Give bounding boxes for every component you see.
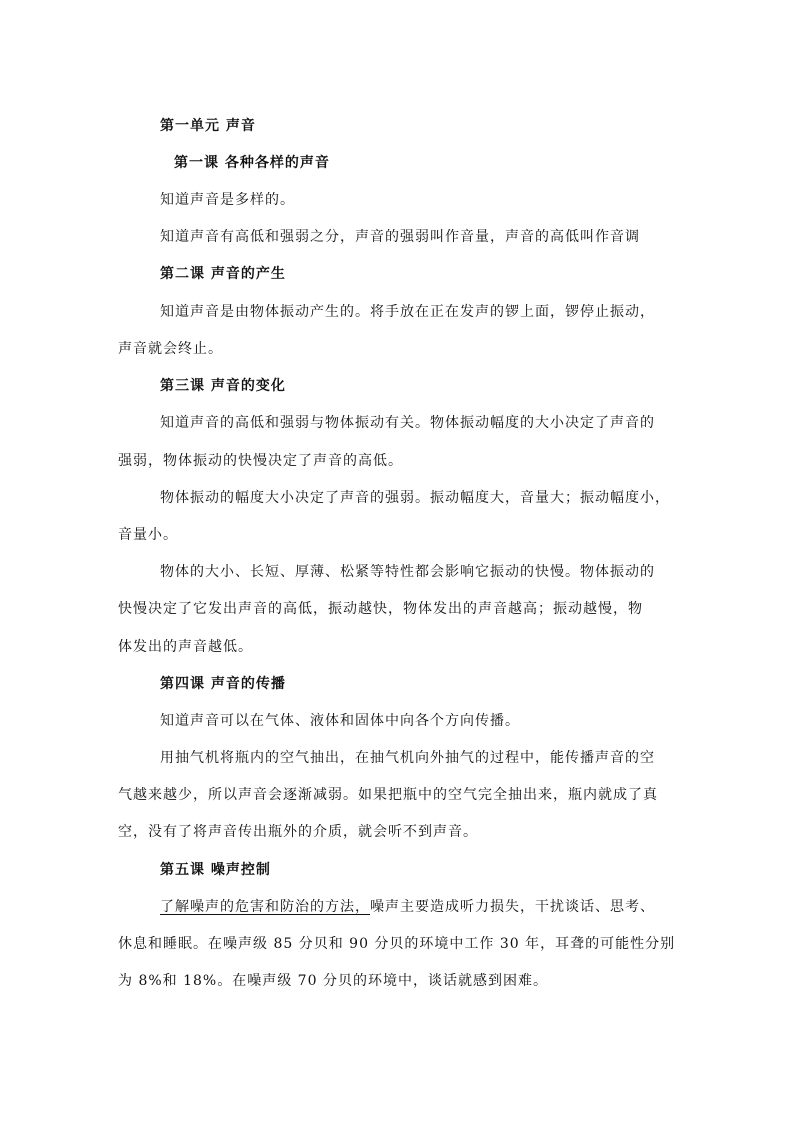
lesson-2-paragraph-1-line-1: 知道声音是由物体振动产生的。将手放在正在发声的锣上面，锣停止振动， bbox=[160, 304, 655, 320]
lesson-3-paragraph-3-line-1: 物体的大小、长短、厚薄、松紧等特性都会影响它振动的快慢。物体振动的 bbox=[160, 564, 655, 580]
lesson-1-paragraph-1: 知道声音是多样的。 bbox=[160, 192, 295, 208]
lesson-1-title: 第一课 各种各样的声音 bbox=[174, 155, 330, 171]
lesson-5-title: 第五课 噪声控制 bbox=[160, 862, 271, 878]
lesson-2-paragraph-1-line-2: 声音就会终止。 bbox=[118, 341, 223, 357]
lesson-5-paragraph-1-line-1-rest: 噪声主要造成听力损失，干扰谈话、思考、 bbox=[370, 899, 655, 915]
lesson-3-paragraph-2-line-1: 物体振动的幅度大小决定了声音的强弱。振动幅度大，音量大；振动幅度小， bbox=[160, 490, 670, 506]
lesson-3-paragraph-1-line-2: 强弱，物体振动的快慢决定了声音的高低。 bbox=[118, 453, 403, 469]
unit-title: 第一单元 声音 bbox=[160, 118, 256, 134]
lesson-3-paragraph-3-line-3: 体发出的声音越低。 bbox=[118, 639, 253, 655]
lesson-4-paragraph-1: 知道声音可以在气体、液体和固体中向各个方向传播。 bbox=[160, 713, 520, 729]
lesson-5-paragraph-1-line-3: 为 8%和 18%。在噪声级 70 分贝的环境中，谈话就感到困难。 bbox=[118, 973, 548, 989]
lesson-5-paragraph-1-line-1 bbox=[160, 897, 655, 917]
lesson-5-paragraph-1-line-2: 休息和睡眠。在噪声级 85 分贝和 90 分贝的环境中工作 30 年，耳聋的可能性分别 bbox=[118, 936, 676, 952]
lesson-2-title: 第二课 声音的产生 bbox=[160, 266, 286, 282]
underlined-lead-text: 了解噪声的危害和防治的方法， bbox=[160, 899, 370, 915]
lesson-3-title: 第三课 声音的变化 bbox=[160, 378, 286, 394]
lesson-4-paragraph-2-line-1: 用抽气机将瓶内的空气抽出，在抽气机向外抽气的过程中，能传播声音的空 bbox=[160, 750, 655, 766]
lesson-1-paragraph-2: 知道声音有高低和强弱之分，声音的强弱叫作音量，声音的高低叫作音调 bbox=[160, 229, 640, 245]
lesson-3-paragraph-3-line-2: 快慢决定了它发出声音的高低，振动越快，物体发出的声音越高；振动越慢，物 bbox=[118, 601, 643, 617]
lesson-4-title: 第四课 声音的传播 bbox=[160, 676, 286, 692]
lesson-3-paragraph-1-line-1: 知道声音的高低和强弱与物体振动有关。物体振动幅度的大小决定了声音的 bbox=[160, 415, 655, 431]
lesson-4-paragraph-2-line-2: 气越来越少，所以声音会逐渐减弱。如果把瓶中的空气完全抽出来，瓶内就成了真 bbox=[118, 787, 658, 803]
lesson-4-paragraph-2-line-3: 空，没有了将声音传出瓶外的介质，就会听不到声音。 bbox=[118, 824, 478, 840]
lesson-3-paragraph-2-line-2: 音量小。 bbox=[118, 527, 178, 543]
